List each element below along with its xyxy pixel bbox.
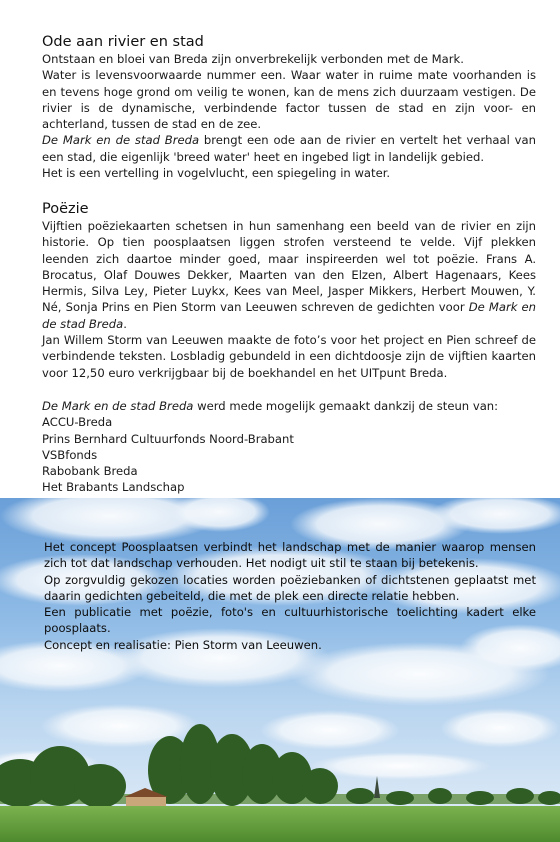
sponsor-item: Het Brabants Landschap (42, 480, 185, 495)
ode-paragraph-3 (42, 132, 536, 165)
book-title: De Mark en de stad Breda (42, 399, 194, 413)
poezie-paragraph-1 (42, 218, 536, 332)
poezie-paragraph-1-end: . (123, 316, 127, 331)
photo-caption (44, 539, 536, 653)
section-ode (42, 33, 536, 181)
caption-line-4: Concept en realisatie: Pien Storm van Leeuwen. (44, 637, 322, 652)
heading-poezie: Poëzie (42, 201, 89, 217)
caption-line-3: Een publicatie met poëzie, foto's en cultuurhistorische toelichting kadert elke poosplaats. (44, 605, 536, 636)
landscape-photo (0, 498, 560, 842)
caption-line-1: Het concept Poosplaatsen verbindt het landschap met de manier waarop mensen zich tot dat landschap verhouden. Het nodigt uit stil te staan bij betekenis. (44, 540, 536, 571)
sponsors-intro (42, 398, 536, 414)
heading-ode: Ode aan rivier en stad (42, 34, 204, 50)
ode-paragraph-2: Water is levensvoorwaarde nummer een. Waar water in ruime mate voorhanden is en tevens hoge grond om veilig te wonen, kan de mens zich duurzaam vestigen. De rivier is de dynamische, verbindende factor tussen de stad en zijn voor- en achterland, tussen de stad en de zee. (42, 68, 536, 132)
ode-paragraph-3-text: brengt een ode aan de rivier en vertelt het verhaal van een stad, die eigenlijk 'breed water' heet en ingebed ligt in landelijk gebied. (42, 133, 536, 164)
sponsor-item: Prins Bernhard Cultuurfonds Noord-Brabant (42, 431, 294, 446)
section-poezie (42, 200, 536, 381)
sponsor-item: Rabobank Breda (42, 464, 138, 479)
sponsor-item: ACCU-Breda (42, 415, 113, 430)
poezie-paragraph-2: Jan Willem Storm van Leeuwen maakte de foto’s voor het project en Pien schreef de verbindende teksten. Losbladig gebundeld in een dichtdoosje zijn de vijftien kaarten voor 12,50 euro verkrijgbaar bij de boekhandel en het UITpunt Breda. (42, 333, 536, 380)
sponsor-item: VSBfonds (42, 447, 98, 462)
ode-line-4: Het is een vertelling in vogelvlucht, een spiegeling in water. (42, 166, 391, 181)
section-sponsors (42, 398, 536, 496)
grass-field (0, 806, 560, 842)
caption-line-2: Op zorgvuldig gekozen locaties worden poëziebanken of dichtstenen geplaatst met daarin gedichten gebeiteld, die met de plek een directe relatie hebben. (44, 572, 536, 603)
book-title: De Mark en de stad Breda (42, 133, 200, 148)
book-title: De Mark en de stad Breda (42, 300, 536, 331)
sponsors-intro-text: werd mede mogelijk gemaakt dankzij de steun van: (193, 399, 499, 413)
poezie-paragraph-1-text: Vijftien poëziekaarten schetsen in hun samenhang een beeld van de rivier en zijn historie. Op tien poosplaatsen liggen strofen versteend te velde. Vijf plekken leenden zich daartoe minder goed, maar inspireerden wel tot poëzie. Frans A. Brocatus, Olaf Douwes Dekker, Maarten van den Elzen, Albert Hagenaars, Kees Hermis, Silva Ley, Pieter Luykx, Kees van Meel, Jasper Mikkers, Herbert Mouwen, Y. Né, Sonja Prins en Pien Storm van Leeuwen schreven de gedichten voor (42, 219, 536, 315)
ode-line-1: Ontstaan en bloei van Breda zijn onverbrekelijk verbonden met de Mark. (42, 52, 464, 66)
